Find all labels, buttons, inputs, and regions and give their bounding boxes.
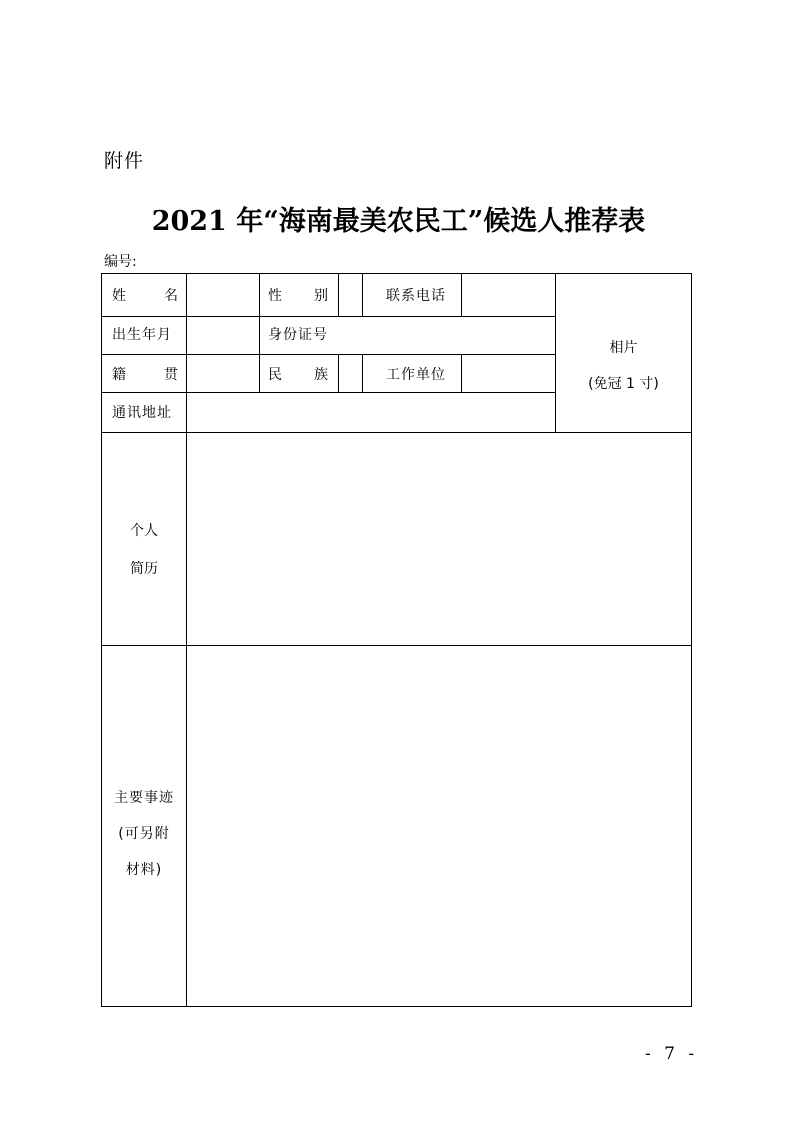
phone-field[interactable] [462, 275, 554, 315]
serial-number-label: 编号: [104, 254, 137, 270]
recommendation-form-table [101, 273, 692, 1007]
main-deeds-label [102, 780, 186, 888]
phone-label: 联系电话 [386, 288, 446, 304]
gender-label [268, 289, 328, 303]
photo-size-note: (免冠 1 寸) [588, 376, 659, 392]
name-label-char-1: 姓 [112, 288, 126, 304]
resume-label-line-2: 简历 [130, 561, 158, 577]
col-divider-c3 [362, 354, 363, 392]
id-number-label: 身份证号 [268, 327, 328, 343]
ethnicity-char-2: 族 [314, 367, 328, 383]
ethnicity-label [268, 368, 328, 382]
gender-field[interactable] [339, 275, 361, 315]
ethnicity-field[interactable] [339, 355, 361, 391]
employer-label: 工作单位 [386, 367, 446, 383]
resume-label [102, 512, 186, 588]
native-place-field[interactable] [187, 355, 258, 391]
native-place-char-1: 籍 [112, 367, 126, 383]
photo-label: 相片 [609, 340, 638, 356]
name-label [112, 289, 178, 303]
address-label: 通讯地址 [112, 405, 172, 421]
native-place-label [112, 368, 178, 382]
main-deeds-line-3: 材料) [125, 862, 163, 878]
col-divider-c [362, 274, 363, 316]
col-divider-a [259, 274, 260, 392]
id-number-field[interactable] [339, 317, 554, 353]
birth-date-field[interactable] [187, 317, 258, 353]
name-label-char-2: 名 [164, 288, 178, 304]
resume-label-line-1: 个人 [130, 523, 158, 539]
employer-field[interactable] [462, 355, 554, 391]
birth-date-label: 出生年月 [112, 327, 172, 343]
name-field[interactable] [187, 275, 258, 315]
main-deeds-field[interactable] [187, 646, 691, 1006]
main-deeds-line-2: (可另附 [118, 826, 170, 842]
attachment-label: 附件 [104, 150, 145, 172]
main-deeds-line-1: 主要事迹 [114, 790, 174, 806]
page-number: - 7 - [645, 1044, 699, 1064]
address-field[interactable] [187, 393, 554, 431]
gender-label-char-2: 别 [314, 288, 328, 304]
form-title: 2021 年“海南最美农民工”候选人推荐表 [151, 206, 646, 237]
photo-placeholder [556, 330, 691, 402]
resume-field[interactable] [187, 433, 691, 644]
ethnicity-char-1: 民 [268, 367, 282, 383]
gender-label-char-1: 性 [268, 288, 282, 304]
native-place-char-2: 贯 [164, 367, 178, 383]
